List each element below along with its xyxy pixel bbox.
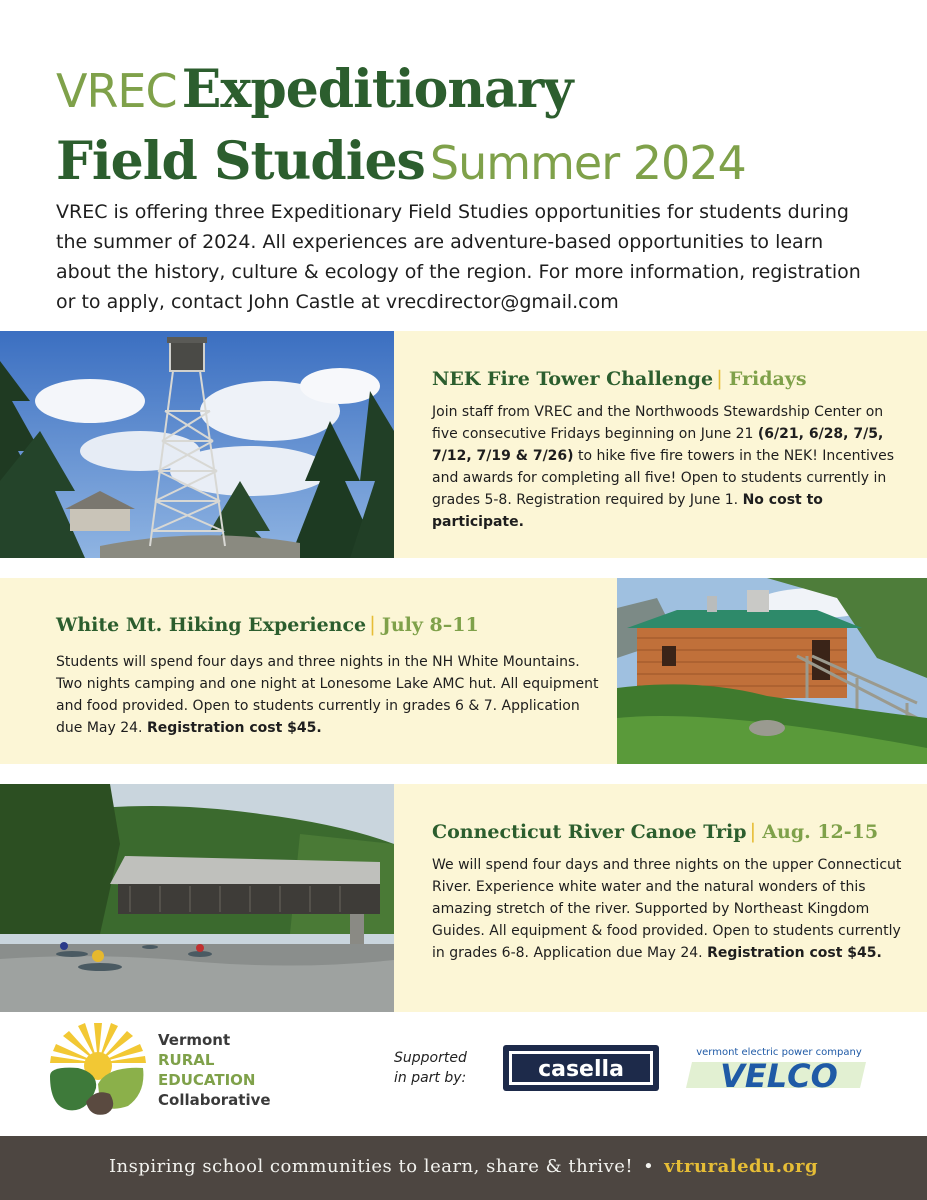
title-field-studies: Field Studies <box>56 131 425 192</box>
page-title <box>56 60 916 204</box>
supported-line-2: in part by: <box>394 1070 467 1086</box>
title-summer: Summer 2024 <box>429 136 746 190</box>
supported-by-label <box>394 1048 467 1088</box>
vrec-logo-icon <box>48 1018 148 1118</box>
covered-bridge-canoe-photo <box>0 784 394 1012</box>
velco-logo <box>684 1044 874 1094</box>
org-line-education: EDUCATION <box>158 1071 256 1089</box>
fire-tower-when: Fridays <box>728 368 807 390</box>
canoe-cost: Registration cost $45. <box>707 945 882 961</box>
supported-line-1: Supported <box>394 1050 467 1066</box>
fire-tower-title <box>432 366 807 390</box>
fire-tower-description <box>432 401 902 533</box>
mountain-hut-photo <box>617 578 927 764</box>
casella-wordmark: casella <box>538 1057 624 1082</box>
canoe-when: Aug. 12-15 <box>762 821 879 843</box>
intro-paragraph: VREC is offering three Expeditionary Field Studies opportunities for students during the summer of 2024. All experiences are adventure-based opportunities to learn about the history, culture & ecology of the region. For more information, registration or to apply, contact John Castle at vrecdirector@gmail.com <box>56 201 861 313</box>
velco-subtitle: vermont electric power company <box>696 1047 862 1058</box>
canoe-description <box>432 854 902 964</box>
white-mt-title <box>56 612 479 636</box>
bullet-separator: • <box>643 1156 655 1177</box>
white-mt-description <box>56 651 601 739</box>
fire-tower-name: NEK Fire Tower Challenge <box>432 368 714 390</box>
org-line-vermont: Vermont <box>158 1031 231 1049</box>
fire-tower-text-2: to hike five fire towers in the NEK! Incentives and awards for completing all five! Open to students currently in grades 5-8. Registration required by June 1. <box>432 448 895 508</box>
vrec-wordmark <box>158 1030 271 1110</box>
white-mt-when: July 8–11 <box>381 614 479 636</box>
org-line-collaborative: Collaborative <box>158 1091 271 1109</box>
white-mt-name: White Mt. Hiking Experience <box>56 614 367 636</box>
title-separator: | <box>716 366 723 390</box>
casella-logo <box>503 1045 659 1091</box>
org-line-rural: RURAL <box>158 1051 215 1069</box>
canoe-text: We will spend four days and three nights on the upper Connecticut River. Experience white water and the natural wonders of this amazing stretch of the river. Supported by Northeast Kingdom Guides. All equipment & food provided. Open to students currently in grades 6-8. Application due May 24. <box>432 857 902 961</box>
white-mt-text: Students will spend four days and three nights in the NH White Mountains. Two nights camping and one night at Lonesome Lake AMC hut. All equipment and food provided. Open to students currently in grades 6 & 7. Application due May 24. <box>56 654 599 736</box>
website-link[interactable]: vtruraledu.org <box>664 1156 819 1177</box>
title-expeditionary: Expeditionary <box>181 59 573 120</box>
fire-tower-text: Join staff from VREC and the Northwoods Stewardship Center on five consecutive Fridays beginning on June 21 <box>432 404 884 442</box>
tagline-text: Inspiring school communities to learn, share & thrive! <box>108 1156 634 1177</box>
velco-wordmark: VELCO <box>720 1057 838 1094</box>
fire-tower-cost: No cost to participate. <box>432 492 823 530</box>
title-vrec: VREC <box>56 64 177 118</box>
title-separator: | <box>749 819 757 843</box>
fire-tower-photo <box>0 331 394 558</box>
canoe-title <box>432 819 878 843</box>
footer-tagline <box>0 1156 927 1177</box>
fire-tower-dates: (6/21, 6/28, 7/5, 7/12, 7/19 & 7/26) <box>432 426 884 464</box>
white-mt-cost: Registration cost $45. <box>146 720 322 736</box>
title-separator: | <box>369 612 376 636</box>
canoe-name: Connecticut River Canoe Trip <box>432 821 747 843</box>
